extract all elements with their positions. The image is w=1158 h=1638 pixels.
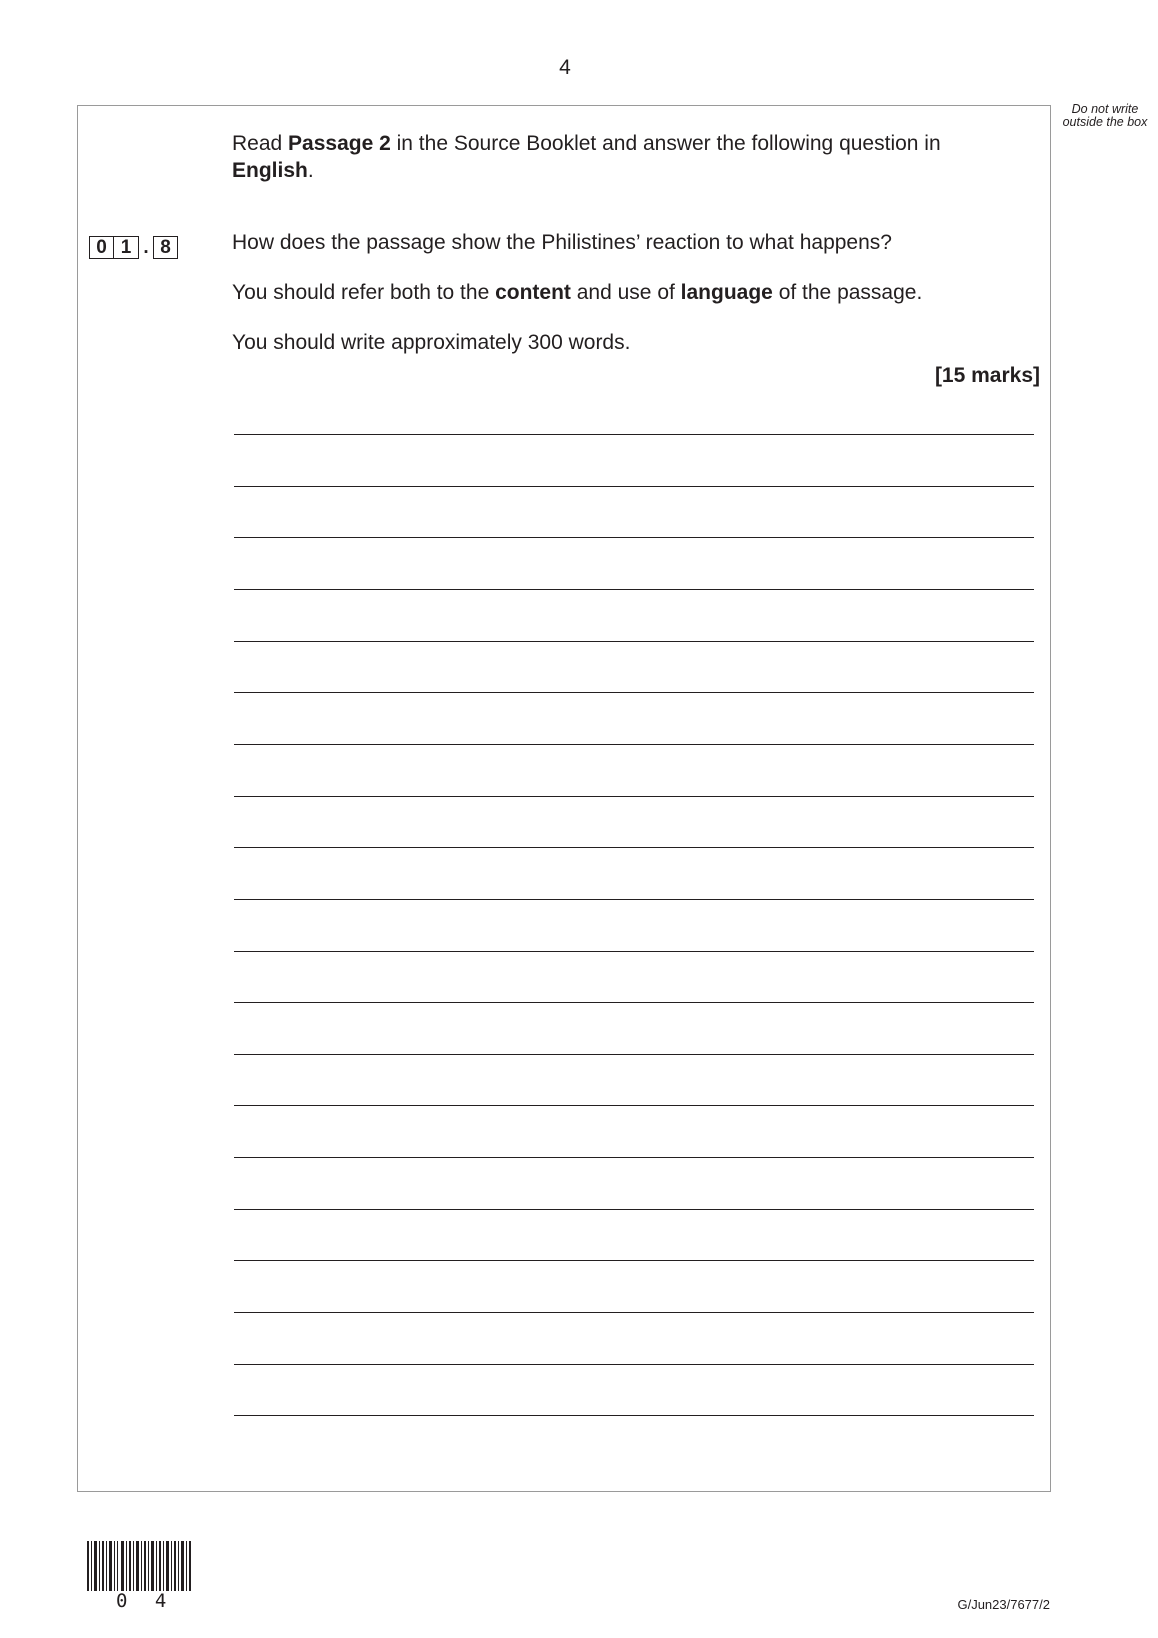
language-reference: English (232, 159, 308, 182)
instruction-text (232, 130, 992, 184)
language-keyword: language (680, 281, 773, 304)
refer-part: of the passage. (772, 281, 923, 304)
answer-line[interactable] (234, 434, 1034, 435)
answer-line[interactable] (234, 537, 1034, 538)
answer-line[interactable] (234, 951, 1034, 952)
question-number-digit: 0 (89, 236, 114, 259)
content-keyword: content (495, 281, 571, 304)
instruction-part: in the Source Booklet and answer the following question in (390, 132, 941, 155)
question-refer-guidance (232, 279, 1032, 306)
question-number-separator: . (143, 237, 149, 258)
question-number-digit: 1 (114, 236, 139, 259)
barcode-icon (87, 1541, 193, 1591)
answer-line[interactable] (234, 744, 1034, 745)
word-count-guidance: You should write approximately 300 words. (232, 331, 631, 354)
answer-line[interactable] (234, 1364, 1034, 1365)
page-number: 4 (559, 56, 571, 79)
footer-reference: G/Jun23/7677/2 (957, 1597, 1050, 1612)
passage-reference: Passage 2 (288, 132, 391, 155)
refer-part: You should refer both to the (232, 281, 496, 304)
answer-line[interactable] (234, 1105, 1034, 1106)
answer-line[interactable] (234, 1415, 1034, 1416)
answer-line[interactable] (234, 1002, 1034, 1003)
refer-part: and use of (570, 281, 681, 304)
answer-line[interactable] (234, 1054, 1034, 1055)
answer-line[interactable] (234, 847, 1034, 848)
instruction-part: Read (232, 132, 289, 155)
margin-note: Do not write outside the box (1062, 102, 1148, 129)
answer-line[interactable] (234, 1260, 1034, 1261)
marks-allocation: [15 marks] (934, 364, 1040, 387)
answer-line[interactable] (234, 1157, 1034, 1158)
answer-line[interactable] (234, 486, 1034, 487)
question-number-digit: 8 (153, 236, 178, 259)
answer-line[interactable] (234, 796, 1034, 797)
answer-line[interactable] (234, 1312, 1034, 1313)
question-prompt: How does the passage show the Philistines’ reaction to what happens? (232, 231, 892, 254)
answer-line[interactable] (234, 692, 1034, 693)
question-number (89, 236, 178, 259)
answer-line[interactable] (234, 899, 1034, 900)
answer-line[interactable] (234, 589, 1034, 590)
instruction-part: . (307, 159, 314, 182)
answer-line[interactable] (234, 1209, 1034, 1210)
answer-line[interactable] (234, 641, 1034, 642)
barcode-number: 0 4 (116, 1590, 175, 1612)
answer-frame (77, 105, 1051, 1492)
